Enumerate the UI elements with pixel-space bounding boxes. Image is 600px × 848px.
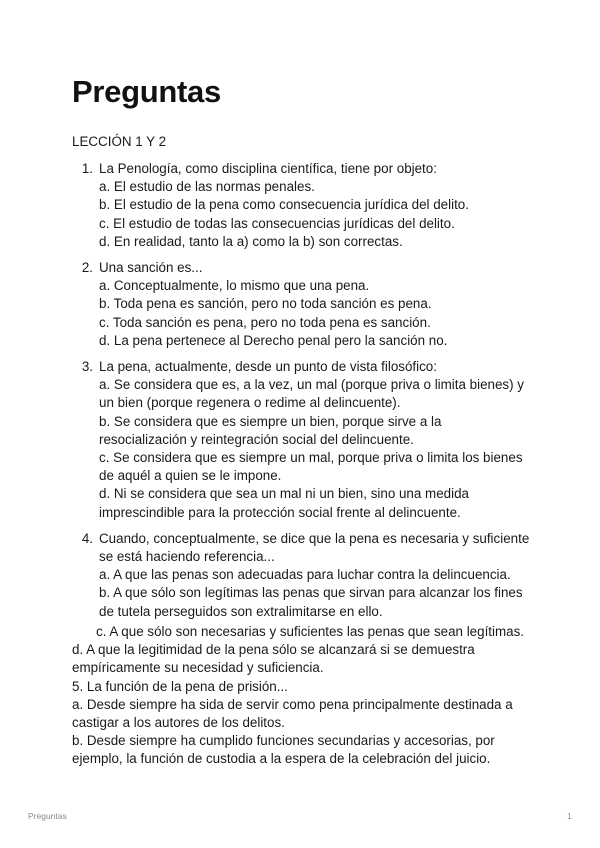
lesson-heading: LECCIÓN 1 Y 2 <box>72 134 167 149</box>
question-number: 1. <box>81 161 93 176</box>
answer-option: b. Desde siempre ha cumplido funciones secundarias y accesorias, por ejemplo, la función de custodia a la espera de la celebración del juicio. <box>72 733 495 767</box>
page-number: 1 <box>567 811 572 821</box>
answer-option: c. A que sólo son necesarias y suficientes las penas que sean legítimas. <box>96 624 525 639</box>
question-number: 3. <box>81 359 93 375</box>
question-stem: Una sanción es... <box>99 260 203 276</box>
answer-option: c. Toda sanción es pena, pero no toda pena es sanción. <box>99 314 431 330</box>
question-item <box>72 259 532 350</box>
answer-option: a. A que las penas son adecuadas para luchar contra la delincuencia. <box>99 567 511 583</box>
question-item <box>72 358 532 522</box>
question-stem: 5. La función de la pena de prisión... <box>72 678 288 694</box>
answer-option: b. Toda pena es sanción, pero no toda sanción es pena. <box>99 296 432 312</box>
question-item <box>72 160 532 251</box>
question-number: 4. <box>81 530 93 546</box>
question-stem: La Penología, como disciplina científica, tiene por objeto: <box>99 161 437 176</box>
question-stem: Cuando, conceptualmente, se dice que la pena es necesaria y suficiente se está haciendo referencia... <box>99 530 530 565</box>
page-title: Preguntas <box>72 74 221 109</box>
answer-option: a. El estudio de las normas penales. <box>99 179 315 195</box>
answer-option: c. El estudio de todas las consecuencias jurídicas del delito. <box>99 215 455 231</box>
footer-label: Preguntas <box>28 811 67 821</box>
question-item <box>72 530 532 621</box>
answer-option: b. El estudio de la pena como consecuencia jurídica del delito. <box>99 197 469 213</box>
answer-option: c. Se considera que es siempre un mal, porque priva o limita los bienes de aquél a quien se le impone. <box>99 450 523 484</box>
answer-option: d. La pena pertenece al Derecho penal pero la sanción no. <box>99 332 448 348</box>
answer-option: d. A que la legitimidad de la pena sólo se alcanzará si se demuestra empíricamente su necesidad y suficiencia. <box>72 642 475 676</box>
answer-option: d. En realidad, tanto la a) como la b) son correctas. <box>99 233 403 249</box>
answer-option: b. Se considera que es siempre un bien, porque sirve a la resocialización y reintegración social del delincuente. <box>99 413 442 447</box>
question-stem: La pena, actualmente, desde un punto de vista filosófico: <box>99 359 437 375</box>
answer-option: a. Desde siempre ha sida de servir como pena principalmente destinada a castigar a los autores de los delitos. <box>72 696 513 731</box>
question-list <box>72 160 532 629</box>
answer-option: b. A que sólo son legítimas las penas que sirvan para alcanzar los fines de tutela perseguidos son extralimitarse en ello. <box>99 585 523 619</box>
answer-option: a. Conceptualmente, lo mismo que una pena. <box>99 278 370 294</box>
unformatted-continuation <box>72 623 532 769</box>
answer-option: d. Ni se considera que sea un mal ni un bien, sino una medida imprescindible para la protección social frente al delincuente. <box>99 486 469 520</box>
question-number: 2. <box>81 260 93 276</box>
answer-option: a. Se considera que es, a la vez, un mal (porque priva o limita bienes) y un bien (porque regenera o redime al delincuente). <box>99 377 525 411</box>
